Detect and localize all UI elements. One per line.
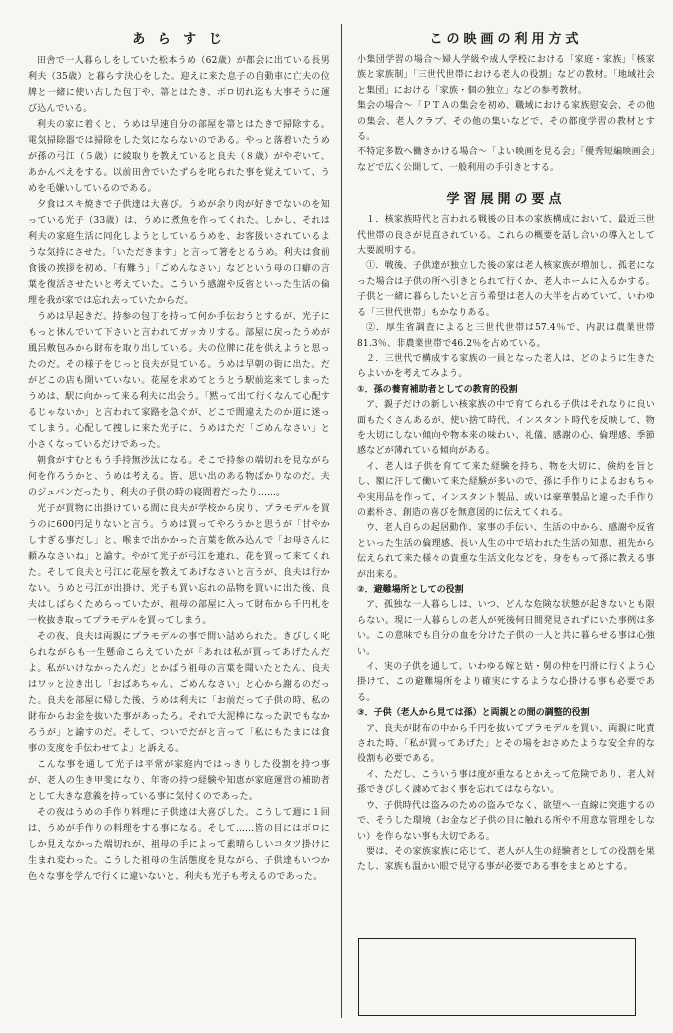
learning-point: １．核家族時代と言われる戦後の日本の家族構成において、最近三世代世帯の良さが見直されている。これらの概要を話し合いの導入として大要説明する。 xyxy=(357,215,655,257)
usage-heading: この映画の利用方式 xyxy=(429,32,583,47)
learning-point: ウ、老人自らの起居動作、家事の手伝い、生活の中から、感謝や反省といった生活の倫理感、長い人生の中で培われた生活の知恵、祖先から伝えられて来た様々の貴重な生活文化などを、身をもって孫に教える事が出来る。 xyxy=(357,523,655,580)
synopsis-paragraph: 田舎で一人暮らしをしていた松本うめ（62歳）が都会に出ている長男利夫（35歳）と暮らす決心をした。迎えに来た息子の自動車に亡夫の位牌と一緒に使い古した包丁や、箒とはたき、ボロ切れ迄も大事そうに運び込んでいる。 xyxy=(28,56,330,114)
synopsis-paragraph: その夜はうめの手作り料理に子供達は大喜びした。こうして週に１回は、うめが手作りの料理をする事になる。そして……皆の目にはボロにしか見えなかった端切れが、祖母の手によって素晴らしいコタツ掛けに生まれ変わった。こうした祖母の生活態度を見ながら、子供達もいつか色々な事を学んで行くに違いないと、利夫も光子も考えるのであった。 xyxy=(28,808,330,882)
empty-note-box xyxy=(358,938,636,1016)
learning-point: ２．三世代で構成する家族の一員となった老人は、どのように生きたらよいかを考えてみよう。 xyxy=(357,353,655,380)
learning-point: ア、親子だけの新しい核家族の中で育てられる子供はそれなりに良い面もたくさんあるが、使い捨て時代、インスタント時代を反映して、物を大切にしない傾向や物本来の味わい、礼儀、感謝の心、倫理感、季節感などが薄れている傾向がある。 xyxy=(357,400,655,457)
learning-point: 要は、その家族家族に応じて、老人が人生の経験者としての役割を果たし、家族も温かい眼で見守る事が必要である事をまとめとする。 xyxy=(357,846,655,873)
synopsis-heading: あ ら す じ xyxy=(132,32,226,47)
learning-points-list xyxy=(357,213,655,875)
usage-column xyxy=(357,28,655,1017)
synopsis-paragraph: その夜、良夫は両親にプラモデルの事で問い詰められた。きびしく叱られながらも一生懸命こらえていたが「あれは私が買ってあげたんだよ。私がいけなかったんだ」とかばう祖母の言葉を聞いたとたん、良夫はワッと泣き出し「おばあちゃん、ごめんなさい」と心から謝るのだった。良夫を部屋に帰した後、うめは利夫に「お前だって子供の時、私の財布からお金を抜いた事があったろ。それで大泥棒になった訳でもなかろうが」と諭すのだ。そして、ついでだがと言って「私にもたまには食事の支度を手伝わせてよ」と訴える。 xyxy=(28,632,330,754)
learning-point: イ、ただし、こういう事は度が重なるとかえって危険であり、老人対孫できびしく諌めておく事を忘れてはならない。 xyxy=(357,769,655,796)
synopsis-paragraph: 朝食がすむともう手持無沙汰になる。そこで持参の端切れを見ながら何を作ろうかと、うめは考える。皆、思い出のある物ばかりなのだ。夫のジュバンだったり、利夫の子供の時の寝間着だったり……。 xyxy=(28,456,330,498)
learning-subheading: ②．避難場所としての役割 xyxy=(357,585,464,595)
learning-point: イ、老人は子供を育てて来た経験を持ち、物を大切に、倹約を旨とし、額に汗して働いて来た経験が多いので、孫に手作りによるおもちゃや実用品を作って、インスタント製品、或いは豪華製品と違った手作りの素朴さ、創造の喜びを無意図的に伝えてくれる。 xyxy=(357,461,655,518)
synopsis-paragraph: 利夫の家に着くと、うめは早速自分の部屋を箒とはたきで掃除する。電気掃除器では掃除をした気にならないのである。やっと落着いたうめが孫の弓江（５歳）に綾取りを教えていると良夫（８歳）がやぞいて、あかんべえをする。以前田舎でいたずらを叱られた事を覚えていて、うめを毛嫌いしているのである。 xyxy=(28,120,330,194)
synopsis-column xyxy=(28,28,330,1017)
learning-points-heading: 学習展開の要点 xyxy=(446,192,566,208)
learning-point: ア、良夫が財布の中から千円を抜いてプラモデルを買い、両親に叱責された時、「私が買ってあげた」とその場をおさめたような安全弁的な役割も必要である。 xyxy=(357,723,655,765)
learning-subheading: ①．孫の養育補助者としての教育的役割 xyxy=(357,384,518,395)
synopsis-paragraph: 夕食はスキ焼きで子供達は大喜び。うめが余り肉が好きでないのを知っている光子（33歳）は、うめに煮魚を作ってくれた。しかし、それは利夫の家庭生活に同化しようとしているうめを、お客扱いされているような気持にさせた。「いただきます」と言って箸をとるうめ。利夫は食前食後の挨拶を初め、「有難う」「ごめんなさい」などという母の口癖の言葉を復活させたいと考えていた。こういう感謝や反省といった生活の倫理を我が家では忘れ去っていたからだ。 xyxy=(28,200,330,306)
synopsis-paragraph: こんな事を通して光子は平常が家庭内ではっきりした役割を持つ事が、老人の生き甲斐になり、年寄の持つ経験や知恵が家庭運営の補助者として大きな意義を持っている事に気付くのであった。 xyxy=(28,760,330,802)
synopsis-paragraph: 光子が買物に出掛けている間に良夫が学校から戻り、プラモデルを買うのに600円足りないと言う。うめは買ってやろうかと思うが「甘やかしすぎる事だし」と、喉まで出かかった言葉を飲み込んで「お母さんに頼みなさいね」と諭す。やがて光子が弓江を連れ、花を買って来てくれた。そして良夫と弓江に花屋を教えてあげなさいと言うが、良夫は行かない。うめと弓江が出掛け、光子も買い忘れの品物を買いに出た後、良夫はしばらくためらっていたが、祖母の部屋に入って財布から千円札を一枚抜き取ってプラモデルを買ってしまう。 xyxy=(28,504,330,626)
column-divider xyxy=(341,24,342,1018)
usage-paragraph: 集会の場合～「ＰＴＡの集会を初め、職域における家族慰安会、その他の集会、老人クラブ、その他の集いなどで、その都度学習の教材とする。 xyxy=(357,101,655,143)
learning-point: ア、孤独な一人暮らしは、いつ、どんな危険な状態が起きないとも限らない。現に一人暮らしの老人が死後何日間発見されずにいた事例は多い。この意味でも自分の血を分けた子供の一人と共に暮らせる事は心強い。 xyxy=(357,600,655,657)
learning-point: イ、実の子供を通して、いわゆる嫁と姑・舅の仲を円滑に行くよう心掛けて、この避難場所をより確実にするような心掛ける事も必要である。 xyxy=(357,662,655,703)
learning-subheading: ③．子供（老人から見ては孫）と両親との間の調整的役割 xyxy=(357,708,590,719)
usage-paragraph: 小集団学習の場合～婦人学級や成人学校における「家庭・家族」「核家族と家族制」「三世代世帯における老人の役割」などの教材。「地域社会と集団」における「家族・個の独立」などの参考教材。 xyxy=(357,55,655,96)
usage-paragraph: 不特定多数へ働きかける場合～「よい映画を見る会」「優秀短編映画会」などで広く公開して、一般利用の手引きとする。 xyxy=(357,147,655,173)
synopsis-paragraph: うめは早起きだ。持参の包丁を持って何か手伝おうとするが、光子にもっと休んでいて下さいと言われてガッカリする。部屋に戻ったうめが風呂敷包みから財布を取り出している。夫の位牌に花を供えようと思ったのだ。その様子をじっと良夫が見ている。うめは早朝の街に出た。だがどこの店も開いていない。花屋を求めてとうとう駅前迄来てしまったうめは、駅に向かって来る利夫に出会う。「黙って出て行くなんて心配するじゃないか」と言われて家路を急ぐが、どこで間違えたのか道に迷ってしまう。心配して捜しに来た光子に、うめはただ「ごめんなさい」と小さくなっているだけであった。 xyxy=(28,312,330,450)
learning-point: ②．厚生省調査によると三世代世帯は57.4％で、内訳は農業世帯81.3％、非農業世帯で46.2％を占めている。 xyxy=(357,323,655,349)
learning-point: ①．戦後、子供達が独立した後の家は老人核家族が増加し、孤老になった場合は子供の所へ引きとられて行くか、老人ホームに入るかする。子供と一緒に暮らしたいと言う希望は老人の大半を占めていて、いわゆる「三世代世帯」もかなりある。 xyxy=(357,261,655,318)
learning-point: ウ、子供時代は盗みのための盗みでなく、欲望へ一直線に突進するので、そうした環境（お金など子供の目に触れる所や不用意な管理をしない）を作らない事も大切である。 xyxy=(357,800,655,842)
